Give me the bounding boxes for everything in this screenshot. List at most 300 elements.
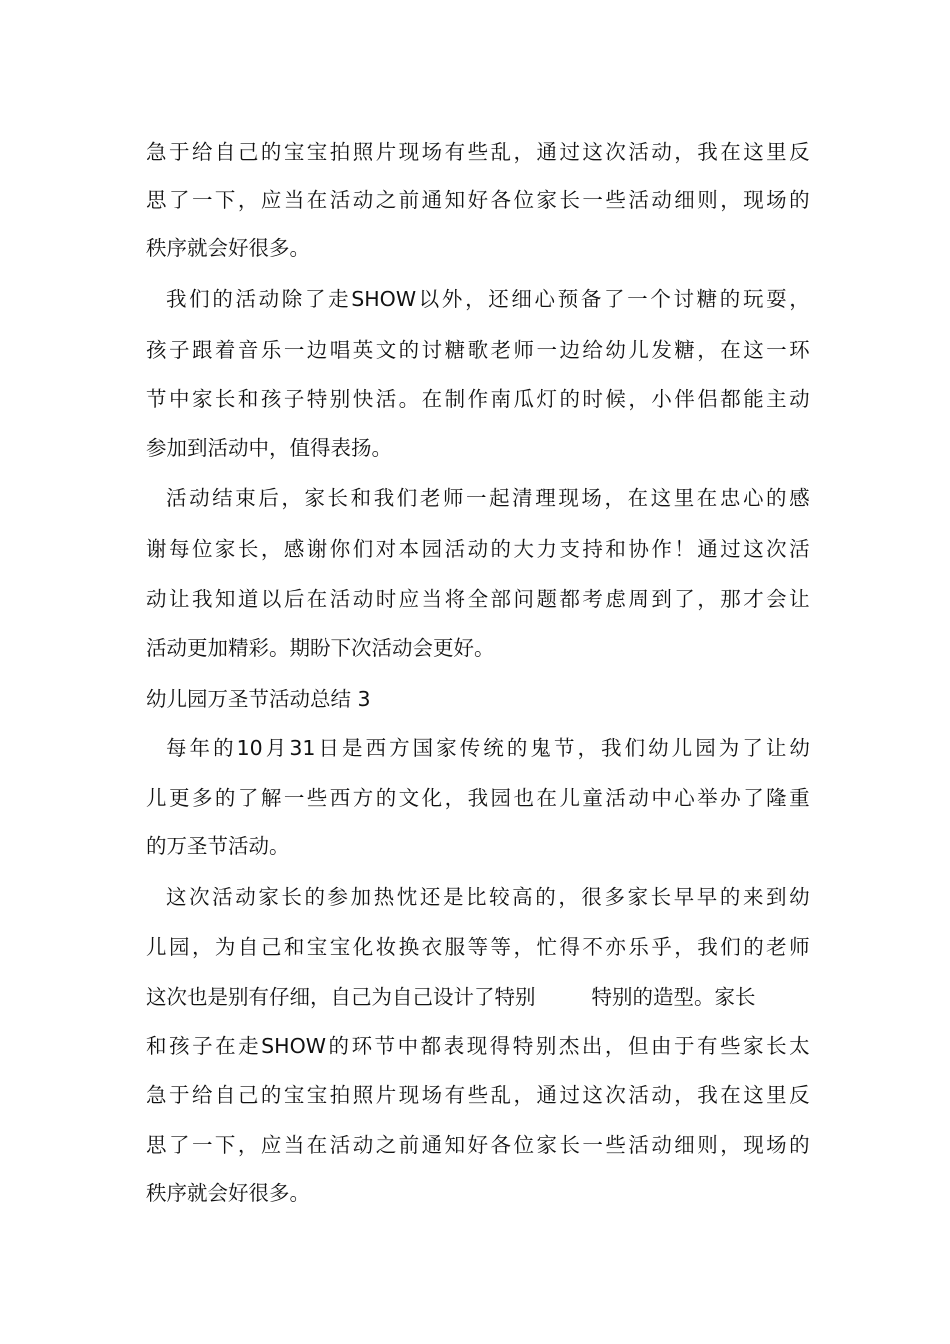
text-glyph: 服 xyxy=(444,935,466,959)
text-glyph: 动 xyxy=(651,188,672,212)
text-glyph: 长 xyxy=(214,387,236,411)
text-glyph: 糖 xyxy=(444,338,466,362)
text-glyph: 一 xyxy=(283,338,305,362)
text-glyph: 的 xyxy=(719,885,741,909)
text-glyph: 的 xyxy=(766,486,787,510)
text-glyph: 己 xyxy=(237,140,259,164)
text-glyph: 和 xyxy=(146,1034,167,1058)
text-glyph: 了 xyxy=(304,287,326,311)
text-glyph: 束 xyxy=(235,486,256,510)
text-glyph: 不 xyxy=(582,935,603,959)
text-glyph: 于 xyxy=(168,140,190,164)
text-glyph: 让 xyxy=(168,587,190,611)
text-glyph: 乎 xyxy=(651,935,672,959)
text-glyph: 这 xyxy=(743,537,764,561)
text-glyph: 照 xyxy=(352,140,374,164)
text-glyph: 家 xyxy=(214,537,236,561)
text-glyph: 下 xyxy=(214,1133,236,1157)
text-glyph: 理 xyxy=(535,486,556,510)
text-glyph: 一 xyxy=(191,1133,213,1157)
text-glyph: 让 xyxy=(765,736,787,760)
text-glyph: 但 xyxy=(627,1034,649,1058)
text-glyph: 为 xyxy=(214,935,236,959)
text-glyph: 一 xyxy=(766,338,787,362)
text-glyph: ， xyxy=(281,486,302,510)
text-glyph: 让 xyxy=(789,587,810,611)
text-glyph: 的 xyxy=(304,885,325,909)
text-glyph: 现 xyxy=(466,1034,488,1058)
text-glyph: 感 xyxy=(789,486,810,510)
text-glyph: 时 xyxy=(582,387,603,411)
text-glyph: 长 xyxy=(281,885,302,909)
text-glyph: 糖 xyxy=(674,338,695,362)
text-glyph: SHOW xyxy=(261,1034,326,1058)
text-glyph: 心 xyxy=(534,287,556,311)
text-glyph: 活 xyxy=(329,587,351,611)
text-glyph: 现 xyxy=(398,1083,420,1107)
text-glyph: 糖 xyxy=(696,287,718,311)
text-glyph: 家 xyxy=(304,486,325,510)
text-glyph: 之 xyxy=(375,188,397,212)
text-glyph: 的 xyxy=(719,287,741,311)
text-glyph: 节 xyxy=(374,1034,396,1058)
text-glyph: 侣 xyxy=(697,387,718,411)
text-glyph: 拍 xyxy=(329,1083,351,1107)
text-glyph: 重 xyxy=(789,786,810,810)
text-glyph: 这 xyxy=(582,140,603,164)
text-glyph: 参 xyxy=(327,885,349,909)
text-glyph: 支 xyxy=(559,537,580,561)
text-glyph: 的 xyxy=(559,387,580,411)
text-glyph: 亦 xyxy=(605,935,626,959)
text-glyph: 得 xyxy=(489,1034,511,1058)
text-glyph: 动 xyxy=(628,786,649,810)
text-glyph: 文 xyxy=(398,786,420,810)
text-glyph: 问 xyxy=(513,587,534,611)
text-glyph: 候 xyxy=(605,387,626,411)
text-glyph: 当 xyxy=(283,1133,305,1157)
text-glyph: ， xyxy=(465,287,486,311)
text-glyph: 宝 xyxy=(283,1083,305,1107)
text-glyph: 边 xyxy=(559,338,580,362)
text-glyph: 出 xyxy=(581,1034,603,1058)
text-glyph: 思 xyxy=(146,188,167,212)
text-fragment: 特别的造型。家长 xyxy=(591,985,756,1009)
text-glyph: 前 xyxy=(398,188,420,212)
text-glyph: 杰 xyxy=(558,1034,580,1058)
text-glyph: 了 xyxy=(743,786,764,810)
text-glyph: ， xyxy=(720,1133,741,1157)
text-line xyxy=(146,1130,810,1160)
text-glyph: 家 xyxy=(536,1133,557,1157)
text-glyph: 比 xyxy=(466,885,487,909)
text-glyph: 己 xyxy=(237,1083,259,1107)
text-glyph: 心 xyxy=(674,786,695,810)
text-glyph: 次 xyxy=(766,537,787,561)
text-glyph: 次 xyxy=(605,1083,626,1107)
text-glyph: 的 xyxy=(375,786,397,810)
text-glyph: 协 xyxy=(628,537,649,561)
text-glyph: 们 xyxy=(189,287,210,311)
text-glyph: 化 xyxy=(352,935,374,959)
text-glyph: ， xyxy=(674,1083,695,1107)
text-glyph: 对 xyxy=(375,537,397,561)
text-glyph: 幼 xyxy=(605,338,626,362)
text-glyph: 师 xyxy=(789,935,810,959)
text-glyph: 家 xyxy=(258,885,279,909)
text-glyph: 宝 xyxy=(306,935,328,959)
text-glyph: 着 xyxy=(214,338,236,362)
text-glyph: 前 xyxy=(398,1133,420,1157)
text-glyph: 家 xyxy=(191,387,213,411)
text-glyph: ！ xyxy=(674,537,695,561)
text-glyph: 题 xyxy=(536,587,557,611)
text-line xyxy=(146,1080,810,1110)
text-glyph: 下 xyxy=(214,188,236,212)
text-glyph: 中 xyxy=(168,387,190,411)
text-glyph: 统 xyxy=(483,736,504,760)
text-glyph: 活 xyxy=(212,885,233,909)
text-glyph: 了 xyxy=(168,1133,190,1157)
text-glyph: 表 xyxy=(443,1034,465,1058)
text-glyph: 结 xyxy=(212,486,233,510)
text-glyph: 儿 xyxy=(671,736,693,760)
text-glyph: ， xyxy=(604,1034,626,1058)
text-glyph: 应 xyxy=(398,587,420,611)
text-glyph: 些 xyxy=(467,140,489,164)
text-glyph: 高 xyxy=(512,885,533,909)
text-glyph: 幼 xyxy=(648,736,669,760)
text-glyph: ， xyxy=(191,935,213,959)
text-glyph: 乱 xyxy=(490,140,512,164)
text-glyph: 师 xyxy=(513,338,534,362)
text-glyph: 给 xyxy=(191,1083,213,1107)
text-glyph: 过 xyxy=(559,140,580,164)
text-glyph: 道 xyxy=(237,587,259,611)
text-line xyxy=(146,534,810,564)
text-glyph: 长 xyxy=(766,1034,787,1058)
text-glyph: 忙 xyxy=(536,935,557,959)
text-glyph: 活 xyxy=(628,1133,649,1157)
text-glyph: 有 xyxy=(444,140,466,164)
text-glyph: 日 xyxy=(318,736,339,760)
text-glyph: 耍 xyxy=(766,287,787,311)
text-glyph: 节 xyxy=(553,736,575,760)
text-glyph: 文 xyxy=(375,338,397,362)
text-glyph: 特 xyxy=(306,387,328,411)
text-glyph: ， xyxy=(628,387,649,411)
text-glyph: 动 xyxy=(651,1083,672,1107)
text-glyph: 场 xyxy=(421,140,443,164)
text-glyph: 较 xyxy=(489,885,510,909)
text-glyph: 以 xyxy=(418,287,440,311)
text-glyph: ， xyxy=(558,885,579,909)
text-glyph: 长 xyxy=(559,188,580,212)
text-glyph: 一 xyxy=(627,287,648,311)
text-glyph: 细 xyxy=(674,1133,695,1157)
text-glyph: 清 xyxy=(512,486,533,510)
text-glyph: 妆 xyxy=(375,935,397,959)
text-line: 的万圣节活动。 xyxy=(146,834,290,858)
text-glyph: 活 xyxy=(628,188,649,212)
text-glyph: 一 xyxy=(466,486,487,510)
text-glyph: 儿 xyxy=(146,935,167,959)
text-glyph: 的 xyxy=(506,736,528,760)
text-glyph: 的 xyxy=(743,935,764,959)
text-glyph: 会 xyxy=(766,587,787,611)
text-glyph: 应 xyxy=(260,188,282,212)
text-glyph: 南 xyxy=(490,387,512,411)
text-glyph: 年 xyxy=(189,736,211,760)
text-glyph: 到 xyxy=(651,587,672,611)
text-glyph: 家 xyxy=(743,1034,764,1058)
text-glyph: 中 xyxy=(397,1034,419,1058)
text-glyph: 我 xyxy=(373,486,395,510)
text-glyph: 别 xyxy=(535,1034,557,1058)
text-glyph: 传 xyxy=(459,736,481,760)
text-glyph: 子 xyxy=(283,387,305,411)
text-glyph: 活 xyxy=(329,188,351,212)
text-glyph: 多 xyxy=(191,786,213,810)
text-glyph: 长 xyxy=(327,486,349,510)
text-glyph: 儿 xyxy=(559,786,580,810)
text-glyph: 之 xyxy=(375,1133,397,1157)
text-glyph: 得 xyxy=(559,935,580,959)
text-glyph: 活 xyxy=(628,140,649,164)
text-glyph: 西 xyxy=(329,786,351,810)
text-glyph: 还 xyxy=(488,287,509,311)
text-glyph: 通 xyxy=(421,1133,443,1157)
text-glyph: 片 xyxy=(375,140,397,164)
text-line: 参加到活动中，值得表扬。 xyxy=(146,436,392,460)
text-glyph: 和 xyxy=(350,486,372,510)
text-glyph: ， xyxy=(513,1083,534,1107)
text-glyph: 这 xyxy=(582,1083,603,1107)
text-glyph: 急 xyxy=(146,140,167,164)
section-heading: 幼儿园万圣节活动总结 3 xyxy=(146,687,371,711)
text-line xyxy=(146,137,810,167)
text-glyph: 一 xyxy=(191,188,213,212)
text-glyph: 在 xyxy=(536,786,557,810)
text-glyph: 除 xyxy=(281,287,303,311)
text-glyph: ， xyxy=(674,140,695,164)
text-glyph: 一 xyxy=(536,338,557,362)
text-glyph: 全 xyxy=(467,587,489,611)
text-glyph: 很 xyxy=(581,885,602,909)
text-glyph: 们 xyxy=(624,736,646,760)
text-glyph: 考 xyxy=(582,587,603,611)
text-glyph: 换 xyxy=(398,935,420,959)
text-glyph: 了 xyxy=(742,736,763,760)
text-glyph: 在 xyxy=(306,1133,328,1157)
text-glyph: 现 xyxy=(558,486,579,510)
text-glyph: 给 xyxy=(191,140,213,164)
text-glyph: 这 xyxy=(166,885,187,909)
text-glyph: 当 xyxy=(421,587,443,611)
text-glyph: 园 xyxy=(490,786,512,810)
text-glyph: 这 xyxy=(743,140,764,164)
text-glyph: 是 xyxy=(442,885,464,909)
text-glyph: 宝 xyxy=(329,935,351,959)
text-line xyxy=(146,733,810,763)
text-glyph: 外 xyxy=(441,287,463,311)
text-glyph: 宝 xyxy=(283,140,305,164)
text-glyph: 和 xyxy=(605,537,626,561)
text-glyph: ， xyxy=(697,338,718,362)
text-glyph: 子 xyxy=(168,338,190,362)
text-glyph: 活 xyxy=(444,537,466,561)
text-glyph: 长 xyxy=(559,1133,580,1157)
text-glyph: 大 xyxy=(513,537,534,561)
text-glyph: 好 xyxy=(467,188,489,212)
text-glyph: 些 xyxy=(605,188,626,212)
text-glyph: 一 xyxy=(582,188,603,212)
text-glyph: 有 xyxy=(697,1034,718,1058)
text-glyph: ， xyxy=(513,935,534,959)
text-glyph: 则 xyxy=(697,188,718,212)
text-glyph: 了 xyxy=(674,587,695,611)
text-glyph: 瓜 xyxy=(513,387,534,411)
text-glyph: 细 xyxy=(674,188,695,212)
text-glyph: 活 xyxy=(375,387,397,411)
text-glyph: 感 xyxy=(283,537,305,561)
text-fragment: 这次也是别有仔细，自己为自己设计了特别 xyxy=(146,985,536,1009)
text-glyph: 都 xyxy=(720,387,741,411)
text-glyph: 好 xyxy=(467,1133,489,1157)
text-glyph: 在 xyxy=(215,1034,236,1058)
text-glyph: 是 xyxy=(342,736,363,760)
text-glyph: 跟 xyxy=(191,338,213,362)
text-line: 秩序就会好很多。 xyxy=(146,236,310,260)
text-glyph: 些 xyxy=(720,1034,741,1058)
text-glyph: 的 xyxy=(260,1083,282,1107)
text-glyph: 多 xyxy=(604,885,625,909)
text-glyph: 在 xyxy=(421,387,443,411)
text-glyph: ， xyxy=(577,736,598,760)
text-glyph: 位 xyxy=(191,537,213,561)
text-glyph: 中 xyxy=(651,786,672,810)
text-glyph: 在 xyxy=(306,587,328,611)
text-glyph: 由 xyxy=(650,1034,672,1058)
text-glyph: 拍 xyxy=(329,140,351,164)
text-glyph: 我 xyxy=(697,1083,718,1107)
text-glyph: 一 xyxy=(582,1133,603,1157)
text-glyph: 现 xyxy=(743,1133,764,1157)
text-glyph: 的 xyxy=(212,287,233,311)
text-glyph: 现 xyxy=(743,188,764,212)
text-glyph: 部 xyxy=(490,587,512,611)
text-glyph: 细 xyxy=(511,287,532,311)
text-glyph: 些 xyxy=(467,1083,489,1107)
text-glyph: 忠 xyxy=(719,486,741,510)
text-glyph: 老 xyxy=(490,338,512,362)
text-glyph: 活 xyxy=(628,1083,649,1107)
text-glyph: 这 xyxy=(650,486,672,510)
text-glyph: 于 xyxy=(674,1034,695,1058)
text-glyph: 音 xyxy=(237,338,259,362)
text-glyph: 周 xyxy=(628,587,649,611)
text-glyph: 都 xyxy=(420,1034,442,1058)
text-line: 活动更加精彩。期盼下次活动会更好。 xyxy=(146,636,495,660)
text-glyph: 幼 xyxy=(789,885,810,909)
text-glyph: 各 xyxy=(490,1133,512,1157)
text-glyph: 动 xyxy=(651,1133,672,1157)
text-glyph: ， xyxy=(237,188,259,212)
text-glyph: 动 xyxy=(467,537,489,561)
text-glyph: 时 xyxy=(375,587,397,611)
text-glyph: ， xyxy=(789,287,810,311)
text-glyph: 家 xyxy=(627,885,649,909)
text-glyph: ， xyxy=(674,935,695,959)
text-line xyxy=(146,584,810,614)
text-glyph: 在 xyxy=(720,1083,741,1107)
text-glyph: 的 xyxy=(213,736,234,760)
text-glyph: 我 xyxy=(601,736,622,760)
text-glyph: 思 xyxy=(146,1133,167,1157)
text-glyph: 片 xyxy=(375,1083,397,1107)
text-glyph: 歌 xyxy=(467,338,489,362)
text-glyph: 也 xyxy=(513,786,534,810)
text-glyph: 在 xyxy=(720,140,741,164)
text-glyph: 己 xyxy=(260,935,282,959)
text-glyph: 和 xyxy=(237,387,259,411)
text-glyph: 长 xyxy=(650,885,672,909)
text-glyph: 动 xyxy=(352,587,374,611)
text-glyph: 我 xyxy=(467,786,489,810)
text-glyph: 里 xyxy=(673,486,695,510)
text-glyph: 一 xyxy=(283,786,305,810)
text-glyph: 心 xyxy=(742,486,764,510)
text-glyph: 通 xyxy=(536,1083,557,1107)
text-glyph: 师 xyxy=(442,486,464,510)
text-glyph: 唱 xyxy=(329,338,351,362)
text-glyph: 你 xyxy=(329,537,351,561)
text-glyph: 后 xyxy=(258,486,279,510)
text-glyph: 动 xyxy=(651,140,672,164)
text-glyph: 老 xyxy=(419,486,441,510)
text-glyph: 方 xyxy=(389,736,410,760)
text-glyph: 活 xyxy=(789,537,810,561)
text-glyph: 给 xyxy=(582,338,603,362)
text-glyph: 节 xyxy=(146,387,167,411)
text-glyph: 我 xyxy=(697,935,718,959)
text-glyph: 急 xyxy=(146,1083,167,1107)
text-glyph: 制 xyxy=(444,387,466,411)
text-line xyxy=(146,384,810,414)
text-glyph: 有 xyxy=(444,1083,466,1107)
text-glyph: 更 xyxy=(168,786,190,810)
text-glyph: ， xyxy=(697,587,718,611)
text-glyph: 活 xyxy=(329,1133,351,1157)
text-glyph: 谢 xyxy=(146,537,167,561)
text-glyph: 讨 xyxy=(673,287,694,311)
text-glyph: 快 xyxy=(352,387,374,411)
text-glyph: 的 xyxy=(214,786,236,810)
text-glyph: 。 xyxy=(398,387,420,411)
text-glyph: 国 xyxy=(412,736,434,760)
text-glyph: 动 xyxy=(235,885,256,909)
text-glyph: 还 xyxy=(419,885,441,909)
text-glyph: ， xyxy=(260,537,282,561)
text-glyph: 们 xyxy=(396,486,418,510)
text-glyph: 宝 xyxy=(306,1083,328,1107)
text-glyph: 我 xyxy=(166,287,187,311)
text-glyph: 鬼 xyxy=(530,736,551,760)
text-glyph: 了 xyxy=(604,287,625,311)
text-glyph: 位 xyxy=(513,1133,534,1157)
text-glyph: 环 xyxy=(789,338,810,362)
text-line: 秩序就会好很多。 xyxy=(146,1181,310,1205)
